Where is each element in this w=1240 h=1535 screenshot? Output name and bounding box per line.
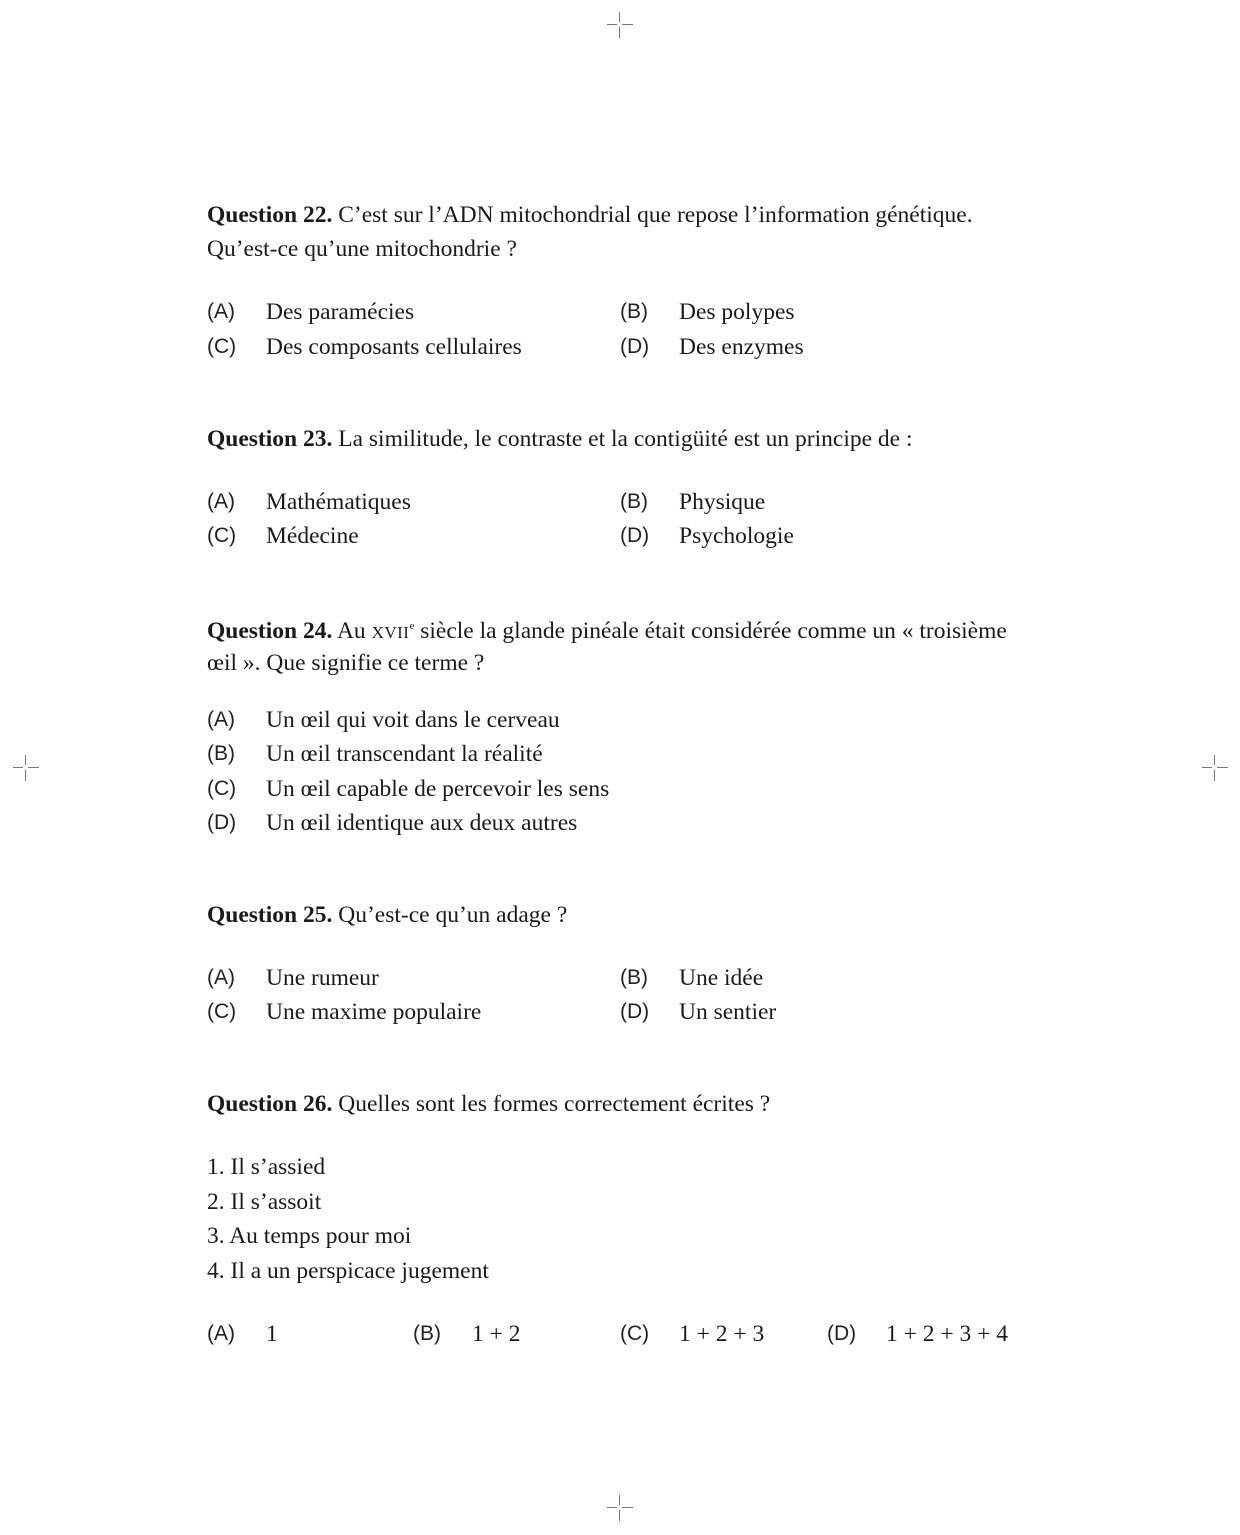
option-letter: (B): [207, 742, 235, 765]
option-letter: (B): [620, 966, 648, 989]
option-text: 1 + 2 + 3: [679, 1321, 765, 1347]
question-26: [207, 1087, 1047, 1121]
options-row: [207, 485, 1047, 519]
option-text: Mathématiques: [266, 489, 411, 515]
option-text: 1: [266, 1321, 278, 1347]
question-label: Question 24.: [207, 618, 333, 644]
list-item: 3. Au temps pour moi: [207, 1223, 412, 1249]
options-row: [207, 961, 1047, 995]
question-label: Question 22.: [207, 202, 333, 228]
option-letter: (A): [207, 300, 235, 323]
crop-mark-top: [607, 12, 633, 38]
question-22: [207, 198, 1047, 266]
crop-mark-left: [13, 755, 39, 781]
option-text: Un sentier: [679, 999, 777, 1025]
option-letter: (D): [827, 1322, 857, 1345]
options-row: [207, 519, 1047, 553]
option-text: Des polypes: [679, 299, 795, 325]
question-text: La similitude, le contraste et la contigüité est un principe de :: [338, 426, 913, 452]
option-letter: (C): [207, 1000, 237, 1023]
question-text-line2: Qu’est-ce qu’une mitochondrie ?: [207, 236, 517, 262]
option-row: [207, 737, 1047, 771]
option-text: Un œil identique aux deux autres: [266, 810, 578, 836]
option-text: Une rumeur: [266, 965, 379, 991]
option-letter: (D): [207, 811, 237, 834]
option-text: Une idée: [679, 965, 764, 991]
option-letter: (B): [620, 300, 648, 323]
option-text: Des composants cellulaires: [266, 334, 522, 360]
list-item: 1. Il s’assied: [207, 1154, 326, 1180]
option-letter: (C): [620, 1322, 650, 1345]
option-text: Psychologie: [679, 523, 794, 549]
question-text-line2: œil ». Que signifie ce terme ?: [207, 650, 485, 676]
question-text: Qu’est-ce qu’un adage ?: [338, 902, 568, 928]
question-25: [207, 898, 1047, 932]
option-letter: (B): [620, 490, 648, 513]
century-superscript: e: [409, 620, 415, 632]
option-text: Un œil transcendant la réalité: [266, 741, 543, 767]
option-text: Des enzymes: [679, 334, 804, 360]
list-item: 4. Il a un perspicace jugement: [207, 1258, 489, 1284]
option-row: [207, 703, 1047, 737]
options-row: [207, 995, 1047, 1029]
option-letter: (C): [207, 335, 237, 358]
crop-mark-bottom: [607, 1495, 633, 1521]
question-text-pre: Au: [336, 618, 366, 644]
options-row: [207, 1317, 1047, 1351]
option-text: Des paramécies: [266, 299, 415, 325]
century-numeral: XVII: [371, 623, 410, 642]
option-letter: (B): [413, 1322, 441, 1345]
option-letter: (A): [207, 490, 235, 513]
option-letter: (A): [207, 1322, 235, 1345]
question-text: siècle la glande pinéale était considérée comme un « troisième: [420, 618, 1007, 644]
option-text: Une maxime populaire: [266, 999, 482, 1025]
option-letter: (C): [207, 777, 237, 800]
question-text: C’est sur l’ADN mitochondrial que repose l’information génétique.: [338, 202, 973, 228]
options-row: [207, 330, 1047, 364]
option-letter: (A): [207, 708, 235, 731]
question-label: Question 25.: [207, 902, 333, 928]
option-row: [207, 772, 1047, 806]
option-text: Physique: [679, 489, 766, 515]
option-text: Un œil capable de percevoir les sens: [266, 776, 610, 802]
option-letter: (D): [620, 1000, 650, 1023]
question-text: Quelles sont les formes correctement écrites ?: [338, 1091, 771, 1117]
crop-mark-right: [1202, 755, 1228, 781]
option-letter: (D): [620, 524, 650, 547]
option-letter: (D): [620, 335, 650, 358]
option-text: Un œil qui voit dans le cerveau: [266, 707, 560, 733]
option-text: 1 + 2 + 3 + 4: [886, 1321, 1009, 1347]
question-label: Question 26.: [207, 1091, 333, 1117]
option-text: Médecine: [266, 523, 359, 549]
options-row: [207, 295, 1047, 329]
list-item: 2. Il s’assoit: [207, 1189, 322, 1215]
option-row: [207, 806, 1047, 840]
question-24: [207, 611, 1047, 678]
option-letter: (A): [207, 966, 235, 989]
question-23: [207, 422, 1047, 456]
question-label: Question 23.: [207, 426, 333, 452]
option-text: 1 + 2: [472, 1321, 521, 1347]
option-letter: (C): [207, 524, 237, 547]
